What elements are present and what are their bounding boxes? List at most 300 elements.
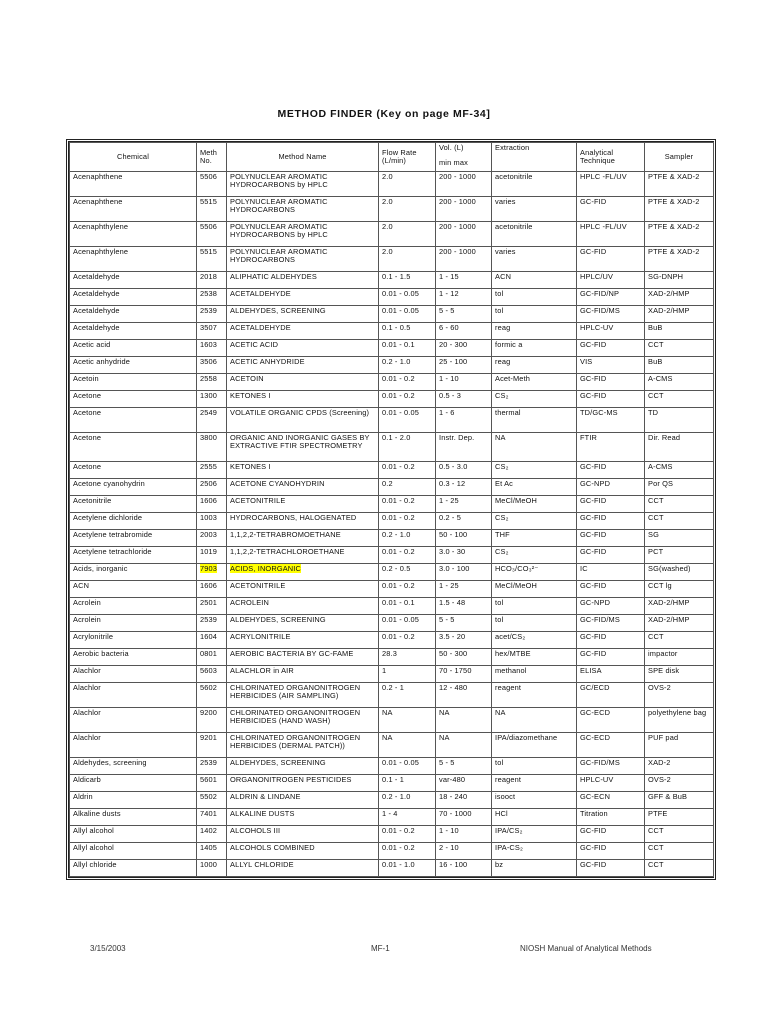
table-row	[70, 733, 714, 758]
table-row	[70, 564, 714, 581]
cell-volume	[436, 408, 492, 433]
cell-volume	[436, 809, 492, 826]
cell-chemical	[70, 632, 197, 649]
cell-extraction-text: reagent	[495, 683, 522, 692]
cell-extraction	[492, 733, 577, 758]
cell-flow-rate-text: 0.2	[382, 479, 393, 488]
cell-technique	[577, 462, 645, 479]
cell-flow-rate	[379, 598, 436, 615]
cell-method-number	[197, 340, 227, 357]
table-row	[70, 374, 714, 391]
cell-volume-text: NA	[439, 708, 450, 717]
cell-chemical-text: Acetaldehyde	[73, 306, 120, 315]
cell-chemical	[70, 826, 197, 843]
cell-method-name-text: ACRYLONITRILE	[230, 632, 291, 641]
cell-chemical	[70, 408, 197, 433]
cell-chemical-text: Alachlor	[73, 683, 101, 692]
cell-chemical-text: Acetaldehyde	[73, 323, 120, 332]
cell-method-number	[197, 598, 227, 615]
cell-method-name-text: VOLATILE ORGANIC CPDS (Screening)	[230, 408, 370, 417]
table-row	[70, 649, 714, 666]
cell-technique-text: GC-FID/NP	[580, 289, 620, 298]
cell-technique-text: GC-NPD	[580, 479, 611, 488]
cell-chemical	[70, 708, 197, 733]
cell-flow-rate-text: 0.01 - 0.05	[382, 758, 419, 767]
cell-technique-text: GC-FID	[580, 462, 607, 471]
header-chemical: Chemical	[70, 143, 197, 172]
cell-sampler-text: PTFE	[648, 809, 668, 818]
cell-chemical	[70, 197, 197, 222]
table-row	[70, 222, 714, 247]
cell-method-name	[227, 683, 379, 708]
cell-technique	[577, 513, 645, 530]
cell-extraction	[492, 462, 577, 479]
cell-volume-text: 0.5 - 3.0	[439, 462, 468, 471]
cell-flow-rate	[379, 496, 436, 513]
cell-volume	[436, 598, 492, 615]
cell-method-name-text: ACETOIN	[230, 374, 264, 383]
cell-technique	[577, 632, 645, 649]
cell-sampler	[645, 843, 714, 860]
cell-method-number-text: 1606	[200, 496, 218, 505]
cell-flow-rate	[379, 374, 436, 391]
cell-flow-rate	[379, 860, 436, 877]
cell-method-name	[227, 666, 379, 683]
cell-chemical-text: Allyl alcohol	[73, 843, 114, 852]
table-row	[70, 340, 714, 357]
cell-sampler	[645, 733, 714, 758]
cell-volume	[436, 792, 492, 809]
cell-flow-rate-text: 0.01 - 0.2	[382, 496, 415, 505]
cell-volume	[436, 222, 492, 247]
cell-method-number-text: 2539	[200, 615, 218, 624]
cell-sampler	[645, 496, 714, 513]
footer-date: 3/15/2003	[90, 944, 126, 953]
cell-sampler	[645, 272, 714, 289]
cell-method-number	[197, 708, 227, 733]
cell-method-name	[227, 598, 379, 615]
cell-technique	[577, 564, 645, 581]
cell-method-number	[197, 247, 227, 272]
cell-chemical-text: Acids, inorganic	[73, 564, 128, 573]
cell-extraction	[492, 272, 577, 289]
cell-flow-rate-text: 0.01 - 0.1	[382, 598, 415, 607]
cell-sampler	[645, 247, 714, 272]
cell-chemical-text: Aldrin	[73, 792, 93, 801]
cell-method-name-text: ACETIC ACID	[230, 340, 279, 349]
cell-method-name	[227, 306, 379, 323]
cell-sampler-text: CCT	[648, 826, 664, 835]
cell-method-name-text: ALCOHOLS COMBINED	[230, 843, 315, 852]
cell-flow-rate-text: 0.01 - 0.2	[382, 513, 415, 522]
cell-extraction-text: MeCl/MeOH	[495, 496, 538, 505]
cell-flow-rate-text: 0.2 - 1.0	[382, 530, 411, 539]
cell-sampler-text: CCT	[648, 843, 664, 852]
cell-chemical-text: Alachlor	[73, 708, 101, 717]
cell-flow-rate-text: 0.01 - 0.2	[382, 826, 415, 835]
cell-volume-text: 0.3 - 12	[439, 479, 466, 488]
cell-volume	[436, 340, 492, 357]
cell-extraction	[492, 758, 577, 775]
cell-sampler	[645, 581, 714, 598]
cell-sampler	[645, 758, 714, 775]
cell-sampler	[645, 222, 714, 247]
cell-flow-rate	[379, 564, 436, 581]
cell-method-number-text: 5506	[200, 172, 218, 181]
cell-extraction-text: acetonitrile	[495, 172, 533, 181]
cell-method-name-text: ALDRIN & LINDANE	[230, 792, 301, 801]
cell-method-number	[197, 581, 227, 598]
cell-method-name-text: ALKALINE DUSTS	[230, 809, 295, 818]
table-row	[70, 826, 714, 843]
cell-chemical	[70, 247, 197, 272]
cell-method-name	[227, 564, 379, 581]
cell-technique	[577, 649, 645, 666]
cell-flow-rate-text: 2.0	[382, 172, 393, 181]
cell-method-name	[227, 632, 379, 649]
table-row	[70, 809, 714, 826]
cell-method-name	[227, 649, 379, 666]
cell-flow-rate-text: 0.01 - 0.2	[382, 843, 415, 852]
cell-volume-text: 0.2 - 5	[439, 513, 462, 522]
cell-flow-rate	[379, 408, 436, 433]
cell-extraction-text: IPA-CS₂	[495, 843, 524, 852]
cell-sampler	[645, 462, 714, 479]
cell-method-name	[227, 758, 379, 775]
cell-sampler-text: SG(washed)	[648, 564, 691, 573]
header-meth-no: Meth No.	[197, 143, 227, 172]
cell-chemical	[70, 733, 197, 758]
cell-volume-text: 70 - 1000	[439, 809, 472, 818]
cell-extraction-text: hex/MTBE	[495, 649, 531, 658]
cell-method-name	[227, 809, 379, 826]
cell-method-number	[197, 758, 227, 775]
cell-flow-rate-text: 2.0	[382, 222, 393, 231]
cell-method-number-text: 1300	[200, 391, 218, 400]
cell-technique	[577, 391, 645, 408]
cell-chemical	[70, 758, 197, 775]
table-body	[70, 172, 714, 877]
cell-chemical-text: Acetylene dichloride	[73, 513, 143, 522]
cell-flow-rate-text: 0.2 - 0.5	[382, 564, 411, 573]
cell-flow-rate	[379, 758, 436, 775]
cell-extraction	[492, 581, 577, 598]
cell-method-number-text: 7401	[200, 809, 218, 818]
cell-technique-text: GC-FID	[580, 496, 607, 505]
cell-extraction	[492, 479, 577, 496]
cell-method-name	[227, 340, 379, 357]
cell-flow-rate-text: 0.01 - 0.2	[382, 462, 415, 471]
cell-method-name-text: POLYNUCLEAR AROMATIC HYDROCARBONS by HPLC	[230, 172, 328, 190]
cell-extraction	[492, 792, 577, 809]
cell-technique	[577, 289, 645, 306]
cell-chemical-text: Acetic acid	[73, 340, 111, 349]
cell-method-number-text: 5502	[200, 792, 218, 801]
cell-volume-text: Instr. Dep.	[439, 433, 475, 442]
cell-method-number-text: 5602	[200, 683, 218, 692]
table-header	[70, 143, 714, 172]
cell-flow-rate	[379, 197, 436, 222]
cell-extraction	[492, 683, 577, 708]
cell-chemical	[70, 479, 197, 496]
cell-technique	[577, 758, 645, 775]
cell-flow-rate-text: 0.1 - 1.5	[382, 272, 411, 281]
cell-extraction-text: bz	[495, 860, 504, 869]
cell-technique-text: GC-FID	[580, 530, 607, 539]
cell-method-name	[227, 792, 379, 809]
cell-technique-text: GC-FID	[580, 581, 607, 590]
header-technique: Analytical Technique	[577, 143, 645, 172]
cell-sampler-text: Dir. Read	[648, 433, 681, 442]
cell-volume	[436, 733, 492, 758]
cell-chemical	[70, 530, 197, 547]
cell-volume	[436, 172, 492, 197]
cell-method-number	[197, 323, 227, 340]
cell-extraction	[492, 513, 577, 530]
cell-extraction-text: CS₂	[495, 547, 509, 556]
cell-flow-rate	[379, 247, 436, 272]
cell-method-number-text: 9201	[200, 733, 218, 742]
cell-volume-text: 200 - 1000	[439, 197, 476, 206]
cell-sampler-text: SG	[648, 530, 659, 539]
cell-volume-text: 3.0 - 30	[439, 547, 466, 556]
cell-method-number-text: 5603	[200, 666, 218, 675]
cell-extraction-text: reag	[495, 323, 511, 332]
cell-volume	[436, 289, 492, 306]
cell-flow-rate-text: 0.01 - 0.2	[382, 547, 415, 556]
cell-method-name	[227, 615, 379, 632]
cell-extraction	[492, 433, 577, 462]
cell-flow-rate	[379, 357, 436, 374]
cell-volume-text: 2 - 10	[439, 843, 459, 852]
table-row	[70, 708, 714, 733]
cell-technique-text: HPLC -FL/UV	[580, 222, 627, 231]
cell-flow-rate	[379, 826, 436, 843]
cell-sampler-text: CCT	[648, 513, 664, 522]
cell-method-name	[227, 289, 379, 306]
cell-method-number	[197, 462, 227, 479]
cell-method-number	[197, 860, 227, 877]
cell-flow-rate-text: 0.1 - 2.0	[382, 433, 411, 442]
cell-extraction	[492, 708, 577, 733]
cell-method-number	[197, 615, 227, 632]
cell-chemical-text: Acetone	[73, 433, 102, 442]
cell-method-name-text: ACETONE CYANOHYDRIN	[230, 479, 325, 488]
cell-sampler	[645, 615, 714, 632]
cell-sampler	[645, 197, 714, 222]
cell-extraction	[492, 530, 577, 547]
cell-method-number	[197, 479, 227, 496]
cell-chemical	[70, 222, 197, 247]
cell-method-name-text: CHLORINATED ORGANONITROGEN HERBICIDES (HAND WASH)	[230, 708, 361, 726]
cell-technique	[577, 323, 645, 340]
cell-chemical-text: Allyl alcohol	[73, 826, 114, 835]
cell-volume-text: 5 - 5	[439, 306, 455, 315]
cell-method-name-text: ACROLEIN	[230, 598, 269, 607]
cell-sampler	[645, 598, 714, 615]
cell-method-number-text: 5515	[200, 247, 218, 256]
cell-flow-rate	[379, 809, 436, 826]
cell-chemical-text: Acenaphthylene	[73, 222, 129, 231]
cell-chemical	[70, 843, 197, 860]
cell-volume-text: 1 - 10	[439, 374, 459, 383]
cell-method-number	[197, 792, 227, 809]
cell-chemical-text: Acenaphthene	[73, 197, 123, 206]
table-row	[70, 513, 714, 530]
cell-method-number-text: 2506	[200, 479, 218, 488]
cell-flow-rate-text: 0.2 - 1.0	[382, 792, 411, 801]
cell-method-name	[227, 860, 379, 877]
cell-technique-text: GC-NPD	[580, 598, 611, 607]
cell-volume	[436, 632, 492, 649]
cell-flow-rate	[379, 547, 436, 564]
cell-flow-rate	[379, 479, 436, 496]
table-row	[70, 197, 714, 222]
cell-method-name	[227, 530, 379, 547]
cell-method-name	[227, 247, 379, 272]
cell-flow-rate	[379, 222, 436, 247]
cell-chemical-text: Acetaldehyde	[73, 272, 120, 281]
cell-method-name-text: 1,1,2,2-TETRACHLOROETHANE	[230, 547, 345, 556]
cell-sampler	[645, 860, 714, 877]
table-row	[70, 172, 714, 197]
cell-sampler-text: OVS-2	[648, 775, 671, 784]
cell-sampler	[645, 391, 714, 408]
cell-flow-rate	[379, 775, 436, 792]
cell-technique	[577, 247, 645, 272]
cell-flow-rate	[379, 306, 436, 323]
cell-technique-text: FTIR	[580, 433, 598, 442]
cell-chemical	[70, 391, 197, 408]
cell-extraction-text: IPA/CS₂	[495, 826, 523, 835]
cell-sampler-text: BuB	[648, 357, 663, 366]
cell-method-number-text: 1603	[200, 340, 218, 349]
method-finder-table	[69, 142, 714, 877]
cell-chemical-text: Alachlor	[73, 666, 101, 675]
cell-sampler-text: A-CMS	[648, 374, 673, 383]
cell-extraction	[492, 564, 577, 581]
cell-volume-text: 16 - 100	[439, 860, 468, 869]
cell-method-number-text: 1019	[200, 547, 218, 556]
cell-flow-rate-text: 0.01 - 0.05	[382, 615, 419, 624]
cell-method-name-text: KETONES I	[230, 462, 271, 471]
table-row	[70, 792, 714, 809]
cell-sampler-text: PUF pad	[648, 733, 679, 742]
cell-method-name-text: 1,1,2,2-TETRABROMOETHANE	[230, 530, 341, 539]
cell-method-number	[197, 632, 227, 649]
cell-flow-rate-text: 0.1 - 1	[382, 775, 405, 784]
cell-method-number	[197, 496, 227, 513]
cell-technique	[577, 222, 645, 247]
cell-method-name	[227, 733, 379, 758]
cell-flow-rate-text: 2.0	[382, 247, 393, 256]
cell-sampler-text: polyethylene bag	[648, 708, 707, 717]
cell-sampler	[645, 632, 714, 649]
cell-extraction	[492, 496, 577, 513]
cell-method-number-text: 1000	[200, 860, 218, 869]
cell-sampler-text: Por QS	[648, 479, 674, 488]
cell-technique-text: GC-FID	[580, 826, 607, 835]
cell-chemical	[70, 433, 197, 462]
cell-volume-text: 25 - 100	[439, 357, 468, 366]
cell-extraction-text: tol	[495, 306, 504, 315]
cell-method-number	[197, 826, 227, 843]
cell-extraction	[492, 247, 577, 272]
cell-extraction-text: methanol	[495, 666, 527, 675]
cell-volume-text: 1 - 12	[439, 289, 459, 298]
cell-volume	[436, 708, 492, 733]
cell-method-name	[227, 843, 379, 860]
cell-technique	[577, 615, 645, 632]
cell-method-name	[227, 374, 379, 391]
cell-method-number	[197, 172, 227, 197]
cell-method-number	[197, 222, 227, 247]
cell-method-name	[227, 433, 379, 462]
cell-chemical-text: Acetylene tetrabromide	[73, 530, 153, 539]
cell-method-number	[197, 272, 227, 289]
table-row	[70, 391, 714, 408]
cell-chemical-text: Acrolein	[73, 598, 101, 607]
cell-sampler-text: SPE disk	[648, 666, 680, 675]
cell-method-name-text: POLYNUCLEAR AROMATIC HYDROCARBONS	[230, 197, 328, 215]
header-method-name: Method Name	[227, 143, 379, 172]
cell-flow-rate-text: 1	[382, 666, 387, 675]
cell-extraction	[492, 809, 577, 826]
cell-extraction	[492, 306, 577, 323]
cell-extraction	[492, 598, 577, 615]
header-volume-bottom: min max	[439, 158, 468, 168]
cell-method-name	[227, 462, 379, 479]
cell-extraction	[492, 547, 577, 564]
cell-technique-text: GC-FID	[580, 649, 607, 658]
cell-sampler	[645, 323, 714, 340]
cell-technique-text: GC-FID	[580, 843, 607, 852]
cell-chemical	[70, 323, 197, 340]
cell-method-name	[227, 172, 379, 197]
cell-technique-text: IC	[580, 564, 588, 573]
cell-technique	[577, 860, 645, 877]
cell-volume	[436, 247, 492, 272]
cell-method-number	[197, 391, 227, 408]
table-row	[70, 357, 714, 374]
cell-method-number-text: 2501	[200, 598, 218, 607]
cell-chemical-text: Acetone	[73, 391, 102, 400]
cell-technique-text: GC-FID	[580, 632, 607, 641]
cell-method-name-text: ACETIC ANHYDRIDE	[230, 357, 305, 366]
cell-chemical	[70, 374, 197, 391]
cell-method-name-text: ORGANIC AND INORGANIC GASES BY EXTRACTIVE FTIR SPECTROMETRY	[230, 433, 370, 451]
cell-chemical	[70, 496, 197, 513]
cell-chemical	[70, 564, 197, 581]
cell-method-number-text: 2549	[200, 408, 218, 417]
cell-method-number	[197, 433, 227, 462]
cell-extraction-text: CS₂	[495, 513, 509, 522]
header-sampler: Sampler	[645, 143, 714, 172]
cell-method-name-text: AEROBIC BACTERIA BY GC-FAME	[230, 649, 354, 658]
cell-chemical-text: ACN	[73, 581, 90, 590]
cell-technique-text: GC-FID/MS	[580, 306, 620, 315]
cell-method-name	[227, 222, 379, 247]
cell-sampler	[645, 708, 714, 733]
cell-extraction-text: reag	[495, 357, 511, 366]
table-row	[70, 408, 714, 433]
cell-technique	[577, 197, 645, 222]
cell-volume	[436, 374, 492, 391]
table-row	[70, 530, 714, 547]
cell-method-number-text: 2018	[200, 272, 218, 281]
cell-sampler-text: PTFE & XAD-2	[648, 247, 700, 256]
cell-technique	[577, 683, 645, 708]
